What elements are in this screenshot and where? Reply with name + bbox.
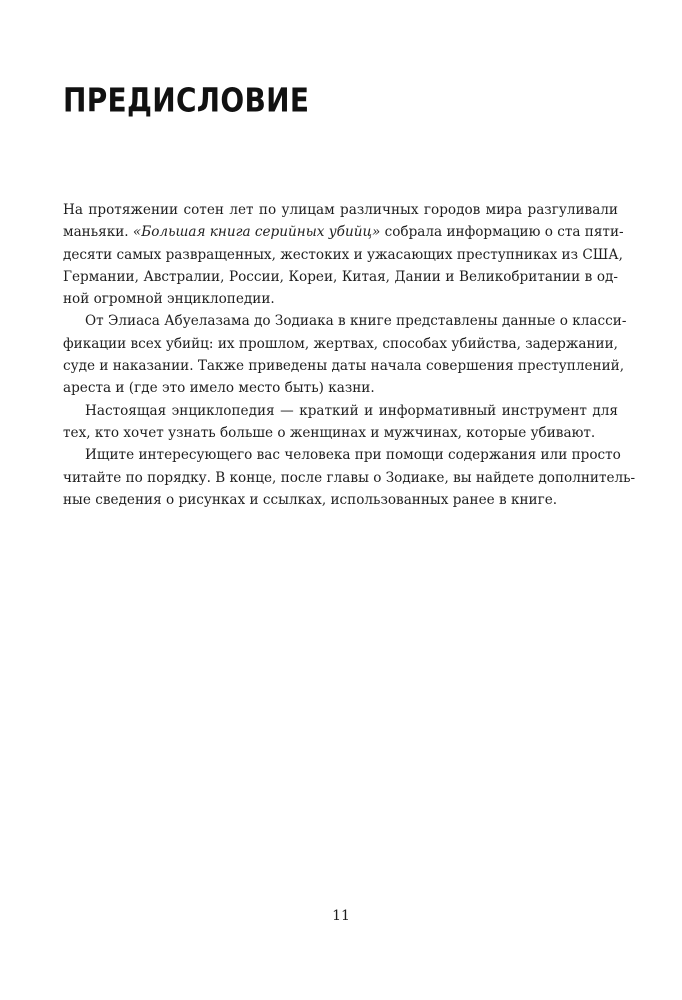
text-line [63, 400, 618, 422]
text-line [63, 444, 621, 466]
text-line [63, 244, 623, 266]
text-line [63, 221, 624, 243]
text-segment: фикации всех убийц: их прошлом, жертвах, способах убийства, задержании, [63, 335, 618, 352]
text-segment: ной огромной энциклопедии. [63, 291, 275, 308]
text-line [63, 288, 618, 310]
paragraph [63, 400, 618, 445]
text-segment: читайте по порядку. В конце, после главы о Зодиаке, вы найдете дополнитель- [63, 469, 636, 486]
text-line [63, 199, 618, 221]
text-line [63, 355, 625, 377]
text-segment: Ищите интересующего вас человека при помощи содержания или просто [85, 447, 621, 464]
paragraph [63, 199, 624, 310]
body-text [63, 199, 636, 511]
page-number: 11 [332, 908, 350, 924]
text-segment: десяти самых развращенных, жестоких и ужасающих преступниках из США, [63, 246, 623, 263]
text-line [63, 266, 618, 288]
text-segment: собрала информацию о ста пяти- [380, 224, 624, 241]
text-segment: От Элиаса Абуелазама до Зодиака в книге представлены данные о класси- [85, 313, 627, 330]
text-line [63, 422, 618, 444]
text-segment: ареста и (где это имело место быть) казни. [63, 380, 375, 397]
text-segment: маньяки. [63, 224, 133, 241]
text-segment: Настоящая энциклопедия — краткий и информативный инструмент для [85, 402, 618, 419]
page-title: ПРЕДИСЛОВИЕ [63, 81, 310, 120]
text-line [63, 377, 618, 399]
text-segment: ные сведения о рисунках и ссылках, использованных ранее в книге. [63, 491, 558, 508]
text-segment: тех, кто хочет узнать больше о женщинах и мужчинах, которые убивают. [63, 424, 596, 441]
text-segment: суде и наказании. Также приведены даты начала совершения преступлений, [63, 358, 625, 375]
paragraph [63, 310, 627, 399]
paragraph [63, 444, 636, 511]
text-line [63, 333, 618, 355]
text-line [63, 467, 636, 489]
text-line [63, 310, 627, 332]
text-segment: На протяжении сотен лет по улицам различных городов мира разгуливали [63, 202, 618, 218]
text-segment: Германии, Австралии, России, Кореи, Китая, Дании и Великобритании в од- [63, 268, 618, 285]
text-line [63, 489, 618, 511]
book-title-italic: «Большая книга серийных убийц» [132, 224, 381, 241]
